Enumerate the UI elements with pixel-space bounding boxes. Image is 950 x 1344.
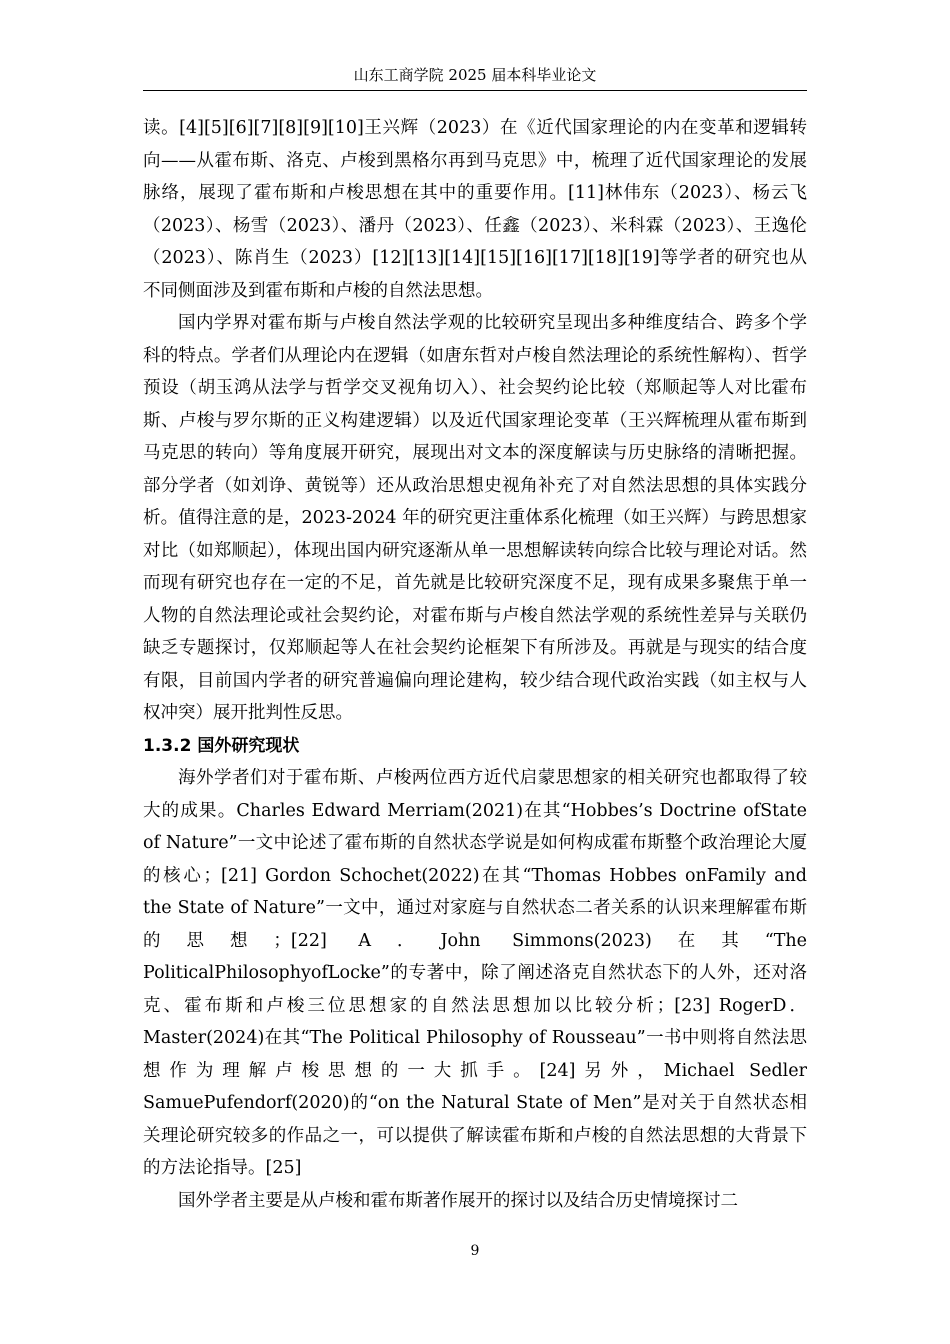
page-number: 9 (470, 1243, 480, 1259)
paragraph-foreign-summary: 国外学者主要是从卢梭和霍布斯著作展开的探讨以及结合历史情境探讨二 (178, 1190, 738, 1211)
section-heading: 1.3.2 国外研究现状 (143, 735, 300, 756)
running-header: 山东工商学院 2025 届本科毕业论文 (353, 66, 597, 84)
header-divider (143, 90, 807, 91)
body-text (143, 112, 807, 1217)
paragraph-domestic-review: 国内学界对霍布斯与卢梭自然法学观的比较研究呈现出多种维度结合、跨多个学科的特点。学者们从理论内在逻辑（如唐东哲对卢梭自然法理论的系统性解构）、哲学预设（胡玉鸿从法学与哲学交叉视角切入）、社会契约论比较（郑顺起等人对比霍布斯、卢梭与罗尔斯的正义构建逻辑）以及近代国家理论变革（王兴辉梳理从霍布斯到马克思的转向）等角度展开研究，展现出对文本的深度解读与历史脉络的清晰把握。部分学者（如刘诤、黄锐等）还从政治思想史视角补充了对自然法思想的具体实践分析。值得注意的是，2023-2024 年的研究更注重体系化梳理（如王兴辉）与跨思想家对比（如郑顺起），体现出国内研究逐渐从单一思想解读转向综合比较与理论对话。然而现有研究也存在一定的不足，首先就是比较研究深度不足，现有成果多聚焦于单一人物的自然法理论或社会契约论，对霍布斯与卢梭自然法学观的系统性差异与关联仍缺乏专题探讨，仅郑顺起等人在社会契约论框架下有所涉及。再就是与现实的结合度有限，目前国内学者的研究普遍偏向理论建构，较少结合现代政治实践（如主权与人权冲突）展开批判性反思。 (143, 313, 807, 723)
paragraph-foreign-research: 海外学者们对于霍布斯、卢梭两位西方近代启蒙思想家的相关研究也都取得了较大的成果。Charles Edward Merriam(2021)在其“Hobbes’s Doctrine ofState of Nature”一文中论述了霍布斯的自然状态学说是如何构成霍布斯整个政治理论大厦的核心；[21] Gordon Schochet(2022)在其“Thomas Hobbes onFamily and the State of Nature”一文中，通过对家庭与自然状态二者关系的认识来理解霍布斯的思想；[22] A．John Simmons(2023)在其“The PoliticalPhilosophyofLocke”的专著中，除了阐述洛克自然状态下的人外，还对洛克、霍布斯和卢梭三位思想家的自然法思想加以比较分析；[23] RogerD． Master(2024)在其“The Political Philosophy of Rousseau”一书中则将自然法思想作为理解卢梭思想的一大抓手。[24]另外，Michael Sedler SamuePufendorf(2020)的“on the Natural State of Men”是对关于自然状态相关理论研究较多的作品之一，可以提供了解读霍布斯和卢梭的自然法思想的大背景下的方法论指导。[25] (143, 768, 807, 1178)
paragraph-continued: 读。[4][5][6][7][8][9][10]王兴辉（2023）在《近代国家理论的内在变革和逻辑转向——从霍布斯、洛克、卢梭到黑格尔再到马克思》中，梳理了近代国家理论的发展脉络，展现了霍布斯和卢梭思想在其中的重要作用。[11]林伟东（2023）、杨云飞（2023）、杨雪（2023）、潘丹（2023）、任鑫（2023）、米科霖（2023）、王逸伦（2023）、陈肖生（2023）[12][13][14][15][16][17][18][19]等学者的研究也从不同侧面涉及到霍布斯和卢梭的自然法思想。 (143, 118, 807, 301)
